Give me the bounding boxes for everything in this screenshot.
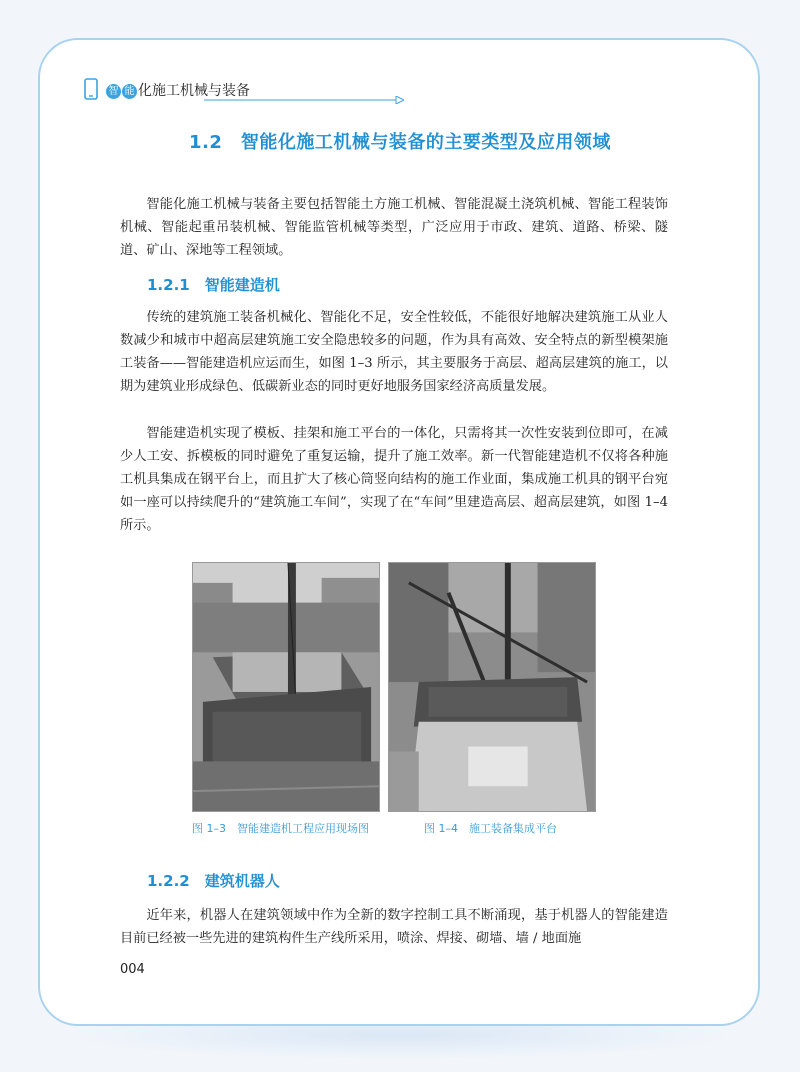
figure-1-4-caption: 图 1–4 施工装备集成平台 bbox=[424, 822, 557, 835]
badge-char-2: 能 bbox=[122, 84, 137, 99]
running-header bbox=[84, 76, 324, 104]
construction-machine-image bbox=[193, 563, 379, 811]
subsection-2-paragraph-1: 近年来，机器人在建筑领域中作为全新的数字控制工具不断涌现，基于机器人的智能建造目前已经被一些先进的建筑构件生产线所采用，喷涂、焊接、砌墙、墙 / 地面施 bbox=[120, 908, 668, 946]
figure-1-3-photo bbox=[192, 562, 380, 812]
subsection-title-2: 1.2.2 建筑机器人 bbox=[147, 872, 280, 890]
book-title-text: 化施工机械与装备 bbox=[138, 83, 250, 99]
subsection-1-paragraph-1: 传统的建筑施工装备机械化、智能化不足，安全性较低，不能很好地解决建筑施工从业人数减少和城市中超高层建筑施工安全隐患较多的问题，作为具有高效、安全特点的新型模架施工装备——智能建造机应运而生，如图 1–3 所示，其主要服务于高层、超高层建筑的施工，以期为建筑业形成绿色、低碳新业态的同时更好地服务国家经济高质量发展。 bbox=[120, 310, 668, 394]
phone-icon bbox=[84, 78, 98, 100]
figure-1-4-photo bbox=[388, 562, 596, 812]
header-arrow-icon bbox=[204, 96, 404, 104]
badge-char-1: 智 bbox=[106, 84, 121, 99]
figure-1-3-caption: 图 1–3 智能建造机工程应用现场图 bbox=[192, 822, 369, 835]
integrated-platform-image bbox=[389, 563, 595, 811]
page-number: 004 bbox=[120, 962, 145, 977]
section-title: 1.2 智能化施工机械与装备的主要类型及应用领域 bbox=[189, 132, 611, 153]
intro-paragraph: 智能化施工机械与装备主要包括智能土方施工机械、智能混凝土浇筑机械、智能工程装饰机械、智能起重吊装机械、智能监管机械等类型，广泛应用于市政、建筑、道路、桥梁、隧道、矿山、深地等工程领域。 bbox=[120, 197, 668, 258]
subsection-1-paragraph-2: 智能建造机实现了模板、挂架和施工平台的一体化，只需将其一次性安装到位即可，在减少人工安、拆模板的同时避免了重复运输，提升了施工效率。新一代智能建造机不仅将各种施工机具集成在钢平台上，而且扩大了核心筒竖向结构的施工作业面，集成施工机具的钢平台宛如一座可以持续爬升的“建筑施工车间”，实现了在“车间”里建造高层、超高层建筑，如图 1–4 所示。 bbox=[120, 426, 668, 533]
subsection-title-1: 1.2.1 智能建造机 bbox=[147, 276, 280, 294]
